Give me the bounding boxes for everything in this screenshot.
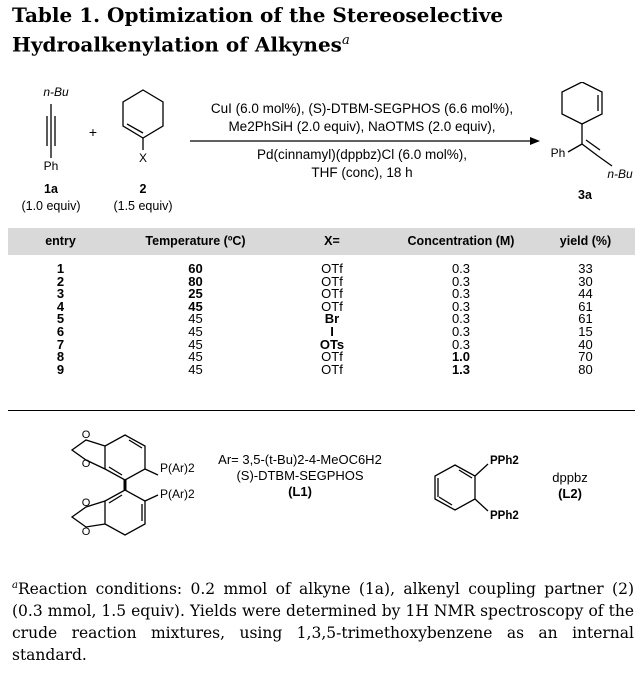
x-cell: I	[330, 323, 334, 339]
yield-cell: 44	[578, 286, 593, 302]
yield-cell: 33	[578, 261, 593, 276]
concentration-cell: 1.3	[451, 361, 471, 377]
x-cell: OTs	[319, 336, 345, 352]
table-title	[12, 2, 632, 58]
l2-name: dppbz	[552, 470, 588, 485]
entry-cell: 4	[56, 298, 65, 314]
compound-2-equiv: (1.5 equiv)	[113, 199, 173, 213]
header-entry: entry	[45, 234, 76, 248]
temperature-cell: 45	[188, 298, 203, 314]
entry-cell: 5	[56, 311, 65, 327]
condition-line-3: Pd(cinnamyl)(dppbz)Cl (6.0 mol%),	[256, 147, 468, 162]
temperature-cell: 45	[188, 361, 203, 377]
yield-cell: 30	[578, 273, 593, 289]
segphos-o3: O	[81, 497, 91, 509]
temperature-cell: 45	[188, 336, 203, 352]
header-yield: yield (%)	[559, 234, 612, 248]
table-row	[8, 313, 635, 326]
entry-cell: 8	[56, 349, 65, 365]
title-footnote-mark: a	[341, 33, 350, 48]
yield-cell: 40	[578, 336, 593, 352]
l1-label: (L1)	[288, 484, 312, 499]
condition-line-2: Me2PhSiH (2.0 equiv), NaOTMS (2.0 equiv),	[228, 119, 496, 134]
x-cell: Br	[324, 311, 340, 327]
temperature-cell: 45	[188, 323, 203, 339]
concentration-cell: 0.3	[451, 298, 471, 314]
concentration-cell: 0.3	[451, 286, 471, 302]
entry-cell: 2	[56, 273, 65, 289]
product-nbu-label: n-Bu	[607, 167, 633, 181]
l2-label: (L2)	[558, 486, 582, 501]
cyclohexenyl-structure	[123, 90, 163, 150]
concentration-cell: 1.0	[451, 349, 471, 365]
yield-cell: 61	[578, 298, 593, 314]
concentration-cell: 0.3	[451, 336, 471, 352]
table-row	[8, 255, 635, 276]
compound-1a-equiv: (1.0 equiv)	[21, 199, 81, 213]
entry-cell: 7	[56, 336, 65, 352]
table-row	[8, 301, 635, 314]
temperature-cell: 60	[188, 261, 203, 276]
yield-cell: 15	[578, 323, 593, 339]
segphos-p-group-2: P(Ar)2	[160, 487, 195, 501]
x-cell: OTf	[321, 273, 343, 289]
reaction-arrow	[190, 137, 540, 145]
temperature-cell: 25	[188, 286, 203, 302]
x-cell: OTf	[321, 261, 343, 276]
x-cell: OTf	[321, 349, 343, 365]
alkyne-nbu-label: n-Bu	[43, 85, 69, 99]
temperature-cell: 45	[188, 349, 203, 365]
footnote-text: Reaction conditions: 0.2 mmol of alkyne (1a), alkenyl coupling partner (2) (0.3 mmol, 1.5 equiv). Yields were determined by 1H NMR spectroscopy of the crude reaction mixtures, using 1,3,5-trimethoxybenzene as an internal standard.	[12, 580, 634, 665]
temperature-cell: 45	[188, 311, 203, 327]
leaving-group-x: X	[138, 151, 148, 165]
yield-cell: 80	[578, 361, 593, 377]
segphos-p-group-1: P(Ar)2	[160, 461, 195, 475]
entry-cell: 9	[56, 361, 65, 377]
entry-cell: 1	[56, 261, 65, 276]
results-table	[8, 228, 635, 376]
plus-sign: +	[88, 124, 98, 140]
dppbz-structure	[435, 464, 488, 511]
entry-cell: 3	[56, 286, 65, 302]
dppbz-pph2-bottom: PPh2	[490, 510, 519, 522]
alkyne-structure	[47, 104, 55, 158]
dppbz-pph2-top: PPh2	[490, 455, 519, 467]
ligand-structures	[0, 420, 643, 560]
optimization-table	[8, 228, 635, 376]
concentration-cell: 0.3	[451, 261, 471, 276]
segphos-structure	[72, 435, 158, 535]
header-concentration: Concentration (M)	[407, 234, 515, 248]
x-cell: OTf	[321, 361, 343, 377]
header-x: X=	[324, 234, 340, 248]
ar-definition: Ar= 3,5-(t-Bu)2-4-MeOC6H2	[218, 452, 382, 467]
segphos-o1: O	[81, 429, 91, 441]
segphos-o4: O	[81, 526, 91, 538]
table-header-row	[8, 228, 635, 255]
x-cell: OTf	[321, 298, 343, 314]
title-text: Table 1. Optimization of the Stereoselective Hydroalkenylation of Alkynes	[12, 3, 504, 57]
product-structure	[562, 82, 612, 166]
compound-1a-label: 1a	[44, 182, 58, 196]
entry-cell: 6	[56, 323, 65, 339]
compound-2-label: 2	[139, 182, 147, 196]
l1-name: (S)-DTBM-SEGPHOS	[236, 468, 364, 483]
reaction-scheme	[0, 82, 643, 222]
concentration-cell: 0.3	[451, 273, 471, 289]
table-bottom-rule	[8, 410, 635, 411]
product-ph-label: Ph	[550, 146, 566, 160]
table-row	[8, 364, 635, 377]
yield-cell: 61	[578, 311, 593, 327]
header-temperature: Temperature (ºC)	[145, 234, 246, 248]
alkyne-ph-label: Ph	[43, 159, 59, 173]
compound-3a-label: 3a	[578, 188, 592, 202]
footnote-mark: a	[12, 580, 18, 591]
temperature-cell: 80	[188, 273, 203, 289]
concentration-cell: 0.3	[451, 323, 471, 339]
yield-cell: 70	[578, 349, 593, 365]
x-cell: OTf	[321, 286, 343, 302]
concentration-cell: 0.3	[451, 311, 471, 327]
condition-line-1: CuI (6.0 mol%), (S)-DTBM-SEGPHOS (6.6 mol%),	[210, 101, 514, 116]
condition-line-4: THF (conc), 18 h	[311, 165, 413, 180]
table-footnote	[12, 575, 634, 666]
segphos-o2: O	[81, 458, 91, 470]
